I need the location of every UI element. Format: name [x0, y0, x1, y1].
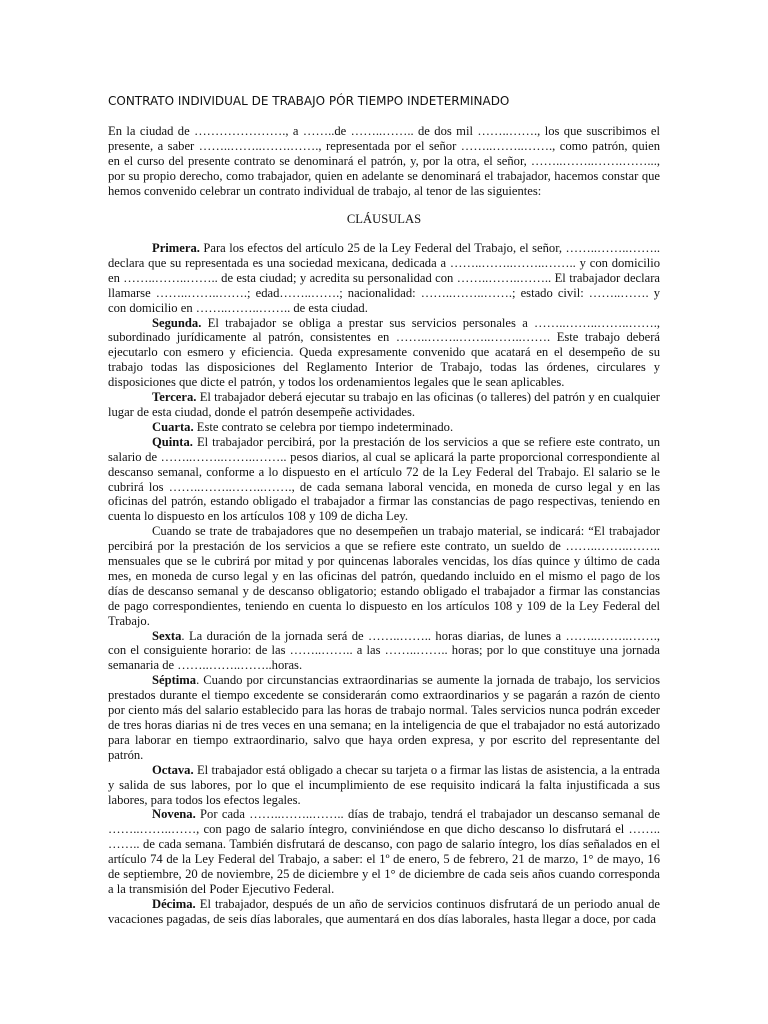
clause-label: Novena.	[152, 807, 196, 822]
clause-text: El trabajador se obliga a prestar sus servicios personales a ……..……..……..……., subordinado jurídicamente al patrón, consistentes en ……..……..……..……..……. Este trabajo deberá ejecutarlo con esmero y eficiencia. Queda expresamente convenido que acatará en el desempeño de su trabajo todas las disposiciones del Reglamento Interior de Trabajo, todas las órdenes, circulares y disposiciones que dicte el patrón, y todos los ordenamientos legales que le sean aplicables.	[108, 315, 660, 390]
clause-label: Primera.	[152, 241, 200, 255]
clauses-section	[108, 241, 660, 927]
intro-paragraph: En la ciudad de …………………., a ……..de ……..…….. de dos mil ……..……., los que suscribimos el presente, a saber ……..……..…….……., representada por el señor ……..……..……., como patrón, quien en el curso del presente contrato se denominará el patrón, y, por la otra, el señor, ……..……..…….……..., por su propio derecho, como trabajador, quien en adelante se denominará el trabajador, hacemos constar que hemos convenido celebrar un contrato individual de trabajo, al tenor de las siguientes:	[108, 124, 660, 198]
clause-text: El trabajador deberá ejecutar su trabajo en las oficinas (o talleres) del patrón y en cualquier lugar de esta ciudad, donde el patrón desempeñe actividades.	[108, 390, 660, 419]
clause-quinta	[108, 435, 660, 524]
clause-label: Tercera.	[152, 390, 197, 405]
clause-label: Séptima	[152, 673, 197, 688]
clause-text: El trabajador está obligado a checar su tarjeta o a firmar las listas de asistencia, a la entrada y salida de sus labores, por lo que el incumplimiento de ese requisito indicará la falta injustificada a sus labores, para todos los efectos legales.	[108, 762, 660, 807]
clause-sexta	[108, 629, 660, 674]
clause-novena	[108, 807, 660, 896]
clause-label: Quinta.	[152, 434, 193, 449]
clause-cuarta	[108, 420, 660, 435]
clause-segunda	[108, 316, 660, 391]
clause-label: Cuarta.	[152, 419, 194, 434]
clause-text: Cuando se trate de trabajadores que no desempeñen un trabajo material, se indicará: “El trabajador percibirá por la prestación de los servicios a que se refiere este contrato, un sueldo de ……..……..…….. mensuales que se le cubrirá por mitad y por quincenas laborales vencidas, los días quince y último de cada mes, en moneda de curso legal y en las oficinas del patrón, quedando incluido en el mismo el pago de los días de descanso semanal y de descanso obligatorio; estando obligado el trabajador a firmar las constancias de pago correspondientes, teniendo en cuenta lo dispuesto en los artículos 108 y 109 de la Ley Federal del Trabajo.	[108, 524, 660, 628]
clause-text: Este contrato se celebra por tiempo indeterminado.	[193, 419, 454, 434]
clause-text: Por cada ……..……..…….. días de trabajo, tendrá el trabajador un descanso semanal de ……..……..……, con pago de salario íntegro, conviniéndose en que dicho descanso lo disfrutará el …….. …….. de cada semana. También disfrutará de descanso, con pago de salario íntegro, los días señalados en el artículo 74 de la Ley Federal del Trabajo, a saber: el 1º de enero, 5 de febrero, 21 de marzo, 1° de mayo, 16 de septiembre, 20 de noviembre, 25 de diciembre y el 1° de diciembre de cada seis años cuando corresponda a la transmisión del Poder Ejecutivo Federal.	[108, 807, 660, 896]
document-title: CONTRATO INDIVIDUAL DE TRABAJO PÓR TIEMPO INDETERMINADO	[108, 94, 510, 108]
clause-septima	[108, 673, 660, 762]
clause-text: . Cuando por circunstancias extraordinarias se aumente la jornada de trabajo, los servicios prestados durante el tiempo excedente se considerarán como extraordinarios y se pagarán a razón de ciento por ciento más del salario establecido para las horas de trabajo normal. Tales servicios nunca podrán exceder de tres horas diarias ni de tres veces en una semana; en la inteligencia de que el trabajador no está autorizado para laborar en tiempo extraordinario, salvo que haya orden expresa, y por escrito del representante del patrón.	[108, 673, 660, 762]
clause-label: Décima.	[152, 896, 196, 911]
clause-text: Para los efectos del artículo 25 de la Ley Federal del Trabajo, el señor, ……..……..…….. declara que su representada es una sociedad mexicana, dedicada a ……..……..……..…….. y con domicilio en ……..……..…….. de esta ciudad; y acredita su personalidad con ……..……..…….. El trabajador declara llamarse ……..……..…….; edad……..…….; nacionalidad: ……..……..…….; estado civil: ……..……. y con domicilio en ……..……..…….. de esta ciudad.	[108, 241, 660, 315]
clausulas-heading: CLÁUSULAS	[346, 212, 422, 226]
clause-primera	[108, 241, 660, 316]
clause-tercera	[108, 390, 660, 420]
clause-decima	[108, 897, 660, 927]
clause-text: . La duración de la jornada será de ……..…….. horas diarias, de lunes a ……..……..……., con el consiguiente horario: de las ……..…….. a las ……..…….. horas; por lo que constituye una jornada semanaria de ……..……..……..horas.	[108, 628, 660, 673]
clause-quinta-note	[108, 524, 660, 628]
clause-label: Segunda.	[152, 315, 202, 330]
clause-octava	[108, 763, 660, 808]
clause-label: Octava.	[152, 762, 194, 777]
clause-text: El trabajador, después de un año de servicios continuos disfrutará de un periodo anual de vacaciones pagadas, de seis días laborales, que aumentará en dos días laborales, hasta llegar a doce, por cada	[108, 896, 660, 926]
clause-label: Sexta	[152, 628, 182, 643]
clause-text: El trabajador percibirá, por la prestación de los servicios a que se refiere este contrato, un salario de ……..……..……..…….. pesos diarios, al cual se aplicará la parte proporcional correspondiente al descanso semanal, conforme a lo dispuesto en el artículo 72 de la Ley Federal del Trabajo. El salario se le cubrirá los ……..……..……..……., de cada semana laboral vencida, en moneda de curso legal y en las oficinas del patrón, estando obligado el trabajador a firmar las constancias de pago respectivas, teniendo en cuenta lo dispuesto en los artículos 108 y 109 de dicha Ley.	[108, 434, 660, 524]
